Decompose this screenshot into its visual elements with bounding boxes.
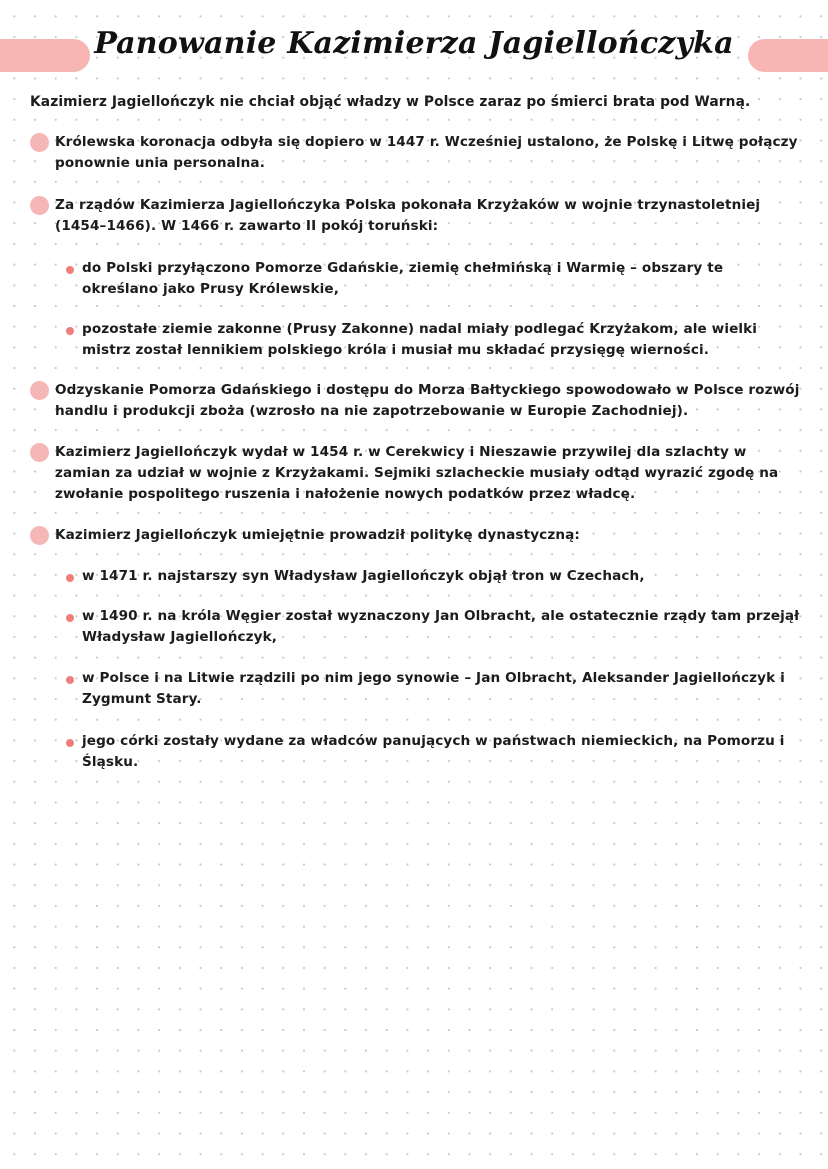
list-item-text: Kazimierz Jagiellończyk wydał w 1454 r. w Cerekwicy i Nieszawie przywilej dla szlachty w zamian za udział w wojnie z Krzyżakami. Sejmiki szlacheckie musiały odtąd wyrazić zgodę na zwołanie pospolitego ruszenia i nałożenie nowych podatków przez władcę. xyxy=(55,444,779,502)
sub-bullet-dot-icon xyxy=(66,676,74,684)
list-item-text: Za rządów Kazimierza Jagiellończyka Polska pokonała Krzyżaków w wojnie trzynastoletniej (1454–1466). W 1466 r. zawarto II pokój toruński: xyxy=(55,197,761,234)
intro-paragraph: Kazimierz Jagiellończyk nie chciał objąć władzy w Polsce zaraz po śmierci brata pod Warną. xyxy=(30,94,751,110)
sub-list-item xyxy=(66,566,801,587)
sub-bullet-dot-icon xyxy=(66,327,74,335)
sub-list-item xyxy=(66,606,801,648)
sub-list-item-text: pozostałe ziemie zakonne (Prusy Zakonne) nadal miały podlegać Krzyżakom, ale wielki mistrz został lennikiem polskiego króla i musiał mu składać przysięgę wierności. xyxy=(82,321,758,358)
sub-bullet-dot-icon xyxy=(66,574,74,582)
list-item xyxy=(30,442,800,505)
list-item xyxy=(30,195,800,237)
bullet-dot-icon xyxy=(30,133,49,152)
sub-list-item-text: jego córki zostały wydane za władców panujących w państwach niemieckich, na Pomorzu i Śląsku. xyxy=(82,733,785,770)
list-item xyxy=(30,525,800,546)
sub-list-item xyxy=(66,319,801,361)
list-item-text: Królewska koronacja odbyła się dopiero w 1447 r. Wcześniej ustalono, że Polskę i Litwę połączy ponownie unia personalna. xyxy=(55,134,798,171)
sub-list-item-text: do Polski przyłączono Pomorze Gdańskie, ziemię chełmińską i Warmię – obszary te określano jako Prusy Królewskie, xyxy=(82,260,724,297)
sub-list-item xyxy=(66,258,801,300)
list-item xyxy=(30,132,800,174)
sub-list-item-text: w Polsce i na Litwie rządzili po nim jego synowie – Jan Olbracht, Aleksander Jagiellończyk i Zygmunt Stary. xyxy=(82,670,785,707)
sub-bullet-dot-icon xyxy=(66,614,74,622)
header xyxy=(0,22,828,78)
list-item-text: Kazimierz Jagiellończyk umiejętnie prowadził politykę dynastyczną: xyxy=(55,527,580,543)
sub-list-item-text: w 1471 r. najstarszy syn Władysław Jagiellończyk objął tron w Czechach, xyxy=(82,568,645,584)
bullet-dot-icon xyxy=(30,381,49,400)
list-item-text: Odzyskanie Pomorza Gdańskiego i dostępu do Morza Bałtyckiego spowodowało w Polsce rozwój handlu i produkcji zboża (wzrosło na nie zapotrzebowanie w Europie Zachodniej). xyxy=(55,382,800,419)
sub-list-item xyxy=(66,731,801,773)
sub-bullet-dot-icon xyxy=(66,739,74,747)
page-title: Panowanie Kazimierza Jagiellończyka xyxy=(94,26,734,61)
list-item xyxy=(30,380,800,422)
sub-list-item xyxy=(66,668,801,710)
bullet-dot-icon xyxy=(30,526,49,545)
sub-list-item-text: w 1490 r. na króla Węgier został wyznaczony Jan Olbracht, ale ostatecznie rządy tam przejął Władysław Jagiellończyk, xyxy=(82,608,800,645)
bullet-dot-icon xyxy=(30,443,49,462)
bullet-dot-icon xyxy=(30,196,49,215)
sub-bullet-dot-icon xyxy=(66,266,74,274)
